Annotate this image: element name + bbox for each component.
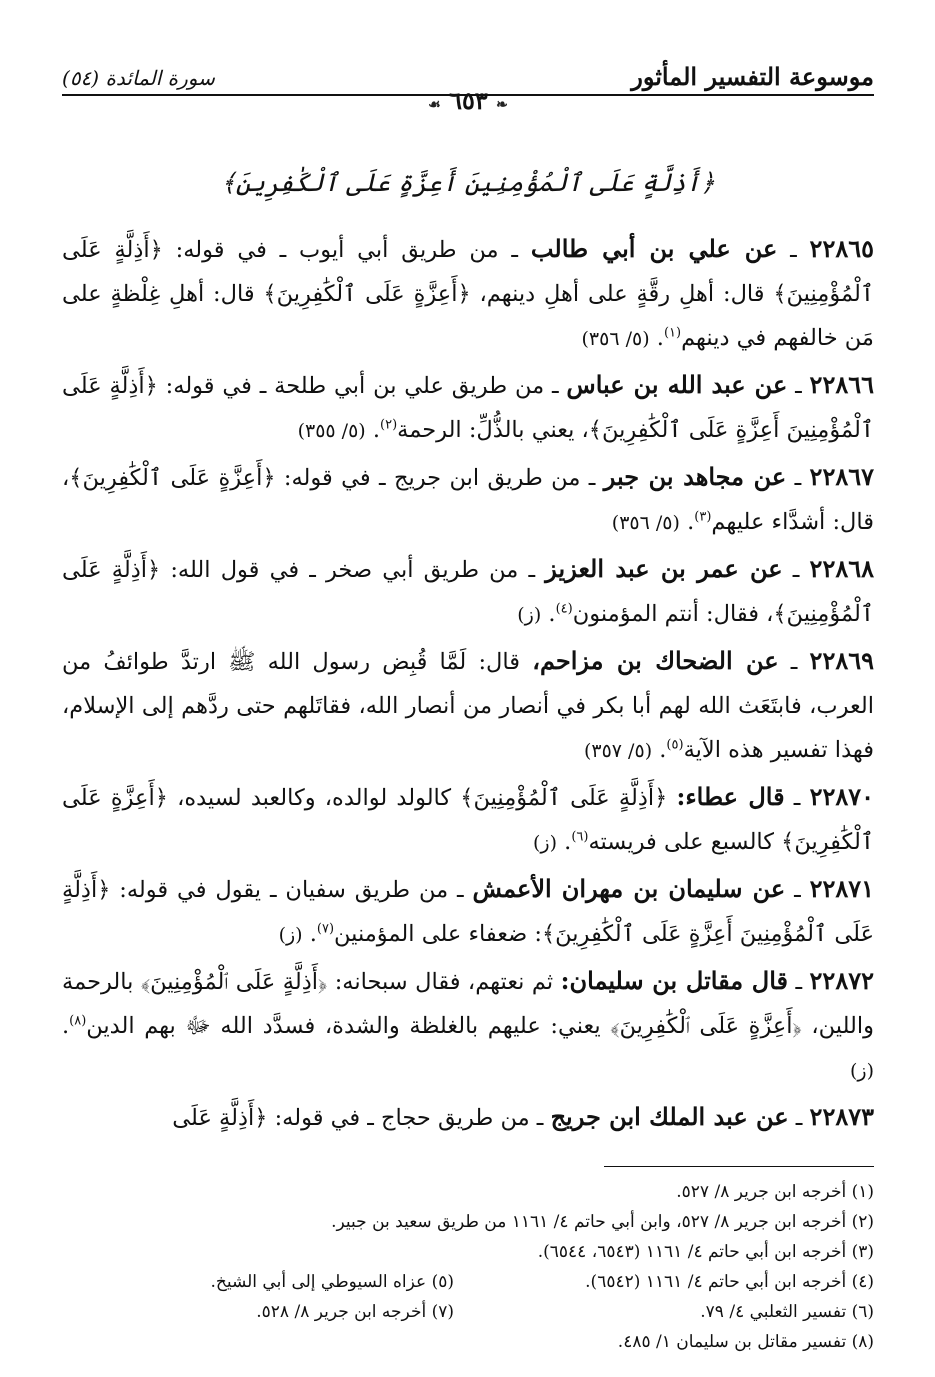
entry-narrator: عن سليمان بن مهران الأعمش [472, 874, 786, 903]
footnote: (٢) أخرجه ابن جرير ٨/ ٥٢٧، وابن أبي حاتم ٤/ ١١٦١ من طريق سعيد بن جبير. [331, 1212, 874, 1232]
footnote-marker: (٣) [694, 509, 712, 525]
footnote-marker: (٨) [69, 1013, 87, 1029]
entry: ٢٢٨٦٧ ـ عن مجاهد بن جبر ـ من طريق ابن جريج ـ في قوله: ﴿أَعِزَّةٍ عَلَى ٱلْكَٰفِرِينَ﴾، قال: أشدَّاء عليهم$^{(٣)}$. (٥/ ٣٥٦) [62, 462, 874, 535]
footnote-marker: (٦) [571, 829, 589, 845]
entry-reference: (ز) [517, 604, 542, 626]
entry-text: ـ من طريق سفيان ـ يقول في قوله: ﴿أَذِلَّةٍ عَلَى ٱلْمُؤْمِنِينَ أَعِزَّةٍ عَلَى ٱلْكَٰفِرِينَ﴾: ضعفاء على المؤمنين [62, 877, 874, 947]
entry: ٢٢٨٦٥ ـ عن علي بن أبي طالب ـ من طريق أبي أيوب ـ في قوله: ﴿أَذِلَّةٍ عَلَى ٱلْمُؤْمِنِينَ﴾ قال: أهلِ رقَّةٍ على أهلِ دينهم، ﴿أَعِزَّةٍ عَلَى ٱلْكَٰفِرِينَ﴾ قال: أهلِ غِلْظةٍ على مَن خالفهم في دينهم$^{(١)}$. (٥/ ٣٥٦) [62, 234, 874, 351]
footnote-row [62, 1297, 874, 1327]
entry-text: ـ من طريق حجاج ـ في قوله: ﴿أَذِلَّةٍ عَلَى [172, 1105, 544, 1131]
entry: ٢٢٨٧٣ ـ عن عبد الملك ابن جريج ـ من طريق حجاج ـ في قوله: ﴿أَذِلَّةٍ عَلَى [172, 1102, 874, 1131]
entry-text: ﴿أَذِلَّةٍ عَلَى ٱلْمُؤْمِنِينَ﴾ كالولد لوالده، وكالعبد لسيده، ﴿أَعِزَّةٍ عَلَى ٱلْكَٰفِرِينَ﴾ كالسبع على فريسته [62, 785, 874, 855]
entry-number: ٢٢٨٦٧ [809, 462, 874, 491]
entry-number: ٢٢٨٧٠ [809, 782, 875, 811]
entry-reference: (٥/ ٣٥٥) [297, 420, 366, 442]
footnote: (١) أخرجه ابن جرير ٨/ ٥٢٧. [676, 1182, 874, 1202]
entry-text: ثم نعتهم، فقال سبحانه: ﴿أَذِلَّةٍ عَلَى ٱلْمُؤْمِنِينَ﴾ بالرحمة واللين، ﴿أَعِزَّةٍ عَلَى ٱلْكَٰفِرِينَ﴾ يعني: عليهم بالغلظة والشدة، فسدَّد الله ﷻ بهم الدين [62, 969, 874, 1039]
entries-list [62, 227, 874, 1140]
surah-name: سورة المائدة (٥٤) [62, 66, 215, 90]
entry-narrator: عن علي بن أبي طالب [530, 234, 778, 263]
footnote-marker: (٤) [555, 601, 573, 617]
entry-reference: (ز) [278, 924, 303, 946]
page-number: ٦٥٣ [449, 86, 488, 115]
entry-reference: (٥/ ٣٥٦) [611, 512, 680, 534]
entry-narrator: قال عطاء: [676, 782, 785, 811]
entry-reference: (ز) [532, 832, 557, 854]
entry-narrator: عن الضحاك بن مزاحم، [532, 646, 779, 675]
entry: ٢٢٨٧١ ـ عن سليمان بن مهران الأعمش ـ من طريق سفيان ـ يقول في قوله: ﴿أَذِلَّةٍ عَلَى ٱلْمُؤْمِنِينَ أَعِزَّةٍ عَلَى ٱلْكَٰفِرِينَ﴾: ضعفاء على المؤمنين$^{(٧)}$. (ز) [62, 874, 875, 947]
entry-number: ٢٢٨٦٩ [809, 646, 874, 675]
entry-text: ـ من طريق أبي أيوب ـ في قوله: ﴿أَذِلَّةٍ عَلَى ٱلْمُؤْمِنِينَ﴾ قال: أهلِ رقَّةٍ على أهلِ دينهم، ﴿أَعِزَّةٍ عَلَى ٱلْكَٰفِرِينَ﴾ قال: أهلِ غِلْظةٍ على مَن خالفهم في دينهم [62, 237, 874, 351]
entry-number: ٢٢٨٦٨ [809, 554, 874, 583]
entry-number: ٢٢٨٧٢ [809, 966, 874, 995]
entry-narrator: عن مجاهد بن جبر [603, 462, 787, 491]
entry-text: ـ من طريق أبي صخر ـ في قول الله: ﴿أَذِلَّةٍ عَلَى ٱلْمُؤْمِنِينَ﴾، فقال: أنتم المؤمنون [62, 557, 874, 627]
entry-number: ٢٢٨٦٥ [809, 234, 874, 263]
footnote: (٦) تفسير الثعلبي ٤/ ٧٩. [700, 1302, 874, 1322]
footnote-marker: (١) [663, 325, 682, 341]
footnote-marker: (٧) [316, 921, 335, 937]
entry: ٢٢٨٦٦ ـ عن عبد الله بن عباس ـ من طريق علي بن أبي طلحة ـ في قوله: ﴿أَذِلَّةٍ عَلَى ٱلْمُؤْمِنِينَ أَعِزَّةٍ عَلَى ٱلْكَٰفِرِينَ﴾، يعني بالذُّلِّ: الرحمة$^{(٢)}$. (٥/ ٣٥٥) [62, 370, 874, 443]
footnote-marker: (٥) [666, 737, 684, 753]
page-number-block [428, 86, 508, 115]
entry-narrator: عن عبد الله بن عباس [566, 370, 788, 399]
entry-number: ٢٢٨٦٦ [809, 370, 874, 399]
ornament-icon: ❧ [496, 97, 508, 113]
entry-number: ٢٢٨٧٣ [809, 1102, 874, 1131]
footnote: (٣) أخرجه ابن أبي حاتم ٤/ ١١٦١ (٦٥٤٣، ٦٥٤٤). [537, 1242, 874, 1262]
entry-narrator: عن عمر بن عبد العزيز [545, 554, 783, 583]
entry-reference: (٥/ ٣٥٧) [583, 740, 653, 762]
entry-reference: (٥/ ٣٥٦) [581, 328, 650, 350]
entry: ٢٢٨٦٩ ـ عن الضحاك بن مزاحم، قال: لَمَّا قُبِض رسول الله ﷺ ارتدَّ طوائفُ من العرب، فابتَعَث الله لهم أبا بكر في أنصار من أنصار الله، فقاتَلهم حتى ردَّهم إلى الإسلام، فهذا تفسير هذه الآية$^{(٥)}$. (٥/ ٣٥٧) [62, 646, 874, 763]
footnote-separator [604, 1166, 874, 1167]
page-header [62, 52, 874, 115]
footnote: (٤) أخرجه ابن أبي حاتم ٤/ ١١٦١ (٦٥٤٢). [585, 1272, 874, 1292]
entry: ٢٢٨٦٨ ـ عن عمر بن عبد العزيز ـ من طريق أبي صخر ـ في قول الله: ﴿أَذِلَّةٍ عَلَى ٱلْمُؤْمِنِينَ﴾، فقال: أنتم المؤمنون$^{(٤)}$. (ز) [62, 554, 874, 627]
entry: ٢٢٨٧٠ ـ قال عطاء: ﴿أَذِلَّةٍ عَلَى ٱلْمُؤْمِنِينَ﴾ كالولد لوالده، وكالعبد لسيده، ﴿أَعِزَّةٍ عَلَى ٱلْكَٰفِرِينَ﴾ كالسبع على فريسته$^{(٦)}$. (ز) [62, 782, 875, 855]
entry-number: ٢٢٨٧١ [809, 874, 875, 903]
header-rule [62, 94, 874, 96]
entry-narrator: قال مقاتل بن سليمان: [560, 966, 788, 995]
footnote: (٧) أخرجه ابن جرير ٨/ ٥٢٨. [256, 1302, 454, 1322]
footnote: (٥) عزاه السيوطي إلى أبي الشيخ. [210, 1272, 454, 1292]
section-title: ﴿أَذِلَّةٍ عَلَى ٱلْمُؤْمِنِينَ أَعِزَّةٍ عَلَى ٱلْكَٰفِرِينَ﴾ [221, 168, 715, 197]
ornament-icon: ☙ [428, 97, 441, 113]
book-title: موسوعة التفسير المأثور [631, 62, 874, 91]
entry: ٢٢٨٧٢ ـ قال مقاتل بن سليمان: ثم نعتهم، فقال سبحانه: ﴿أَذِلَّةٍ عَلَى ٱلْمُؤْمِنِينَ﴾ بالرحمة واللين، ﴿أَعِزَّةٍ عَلَى ٱلْكَٰفِرِينَ﴾ يعني: عليهم بالغلظة والشدة، فسدَّد الله ﷻ بهم الدين$^{(٨)}$. (ز) [62, 966, 874, 1082]
entry-narrator: عن عبد الملك ابن جريج [550, 1102, 789, 1131]
document-page [62, 52, 874, 1352]
footnote-marker: (٢) [380, 417, 398, 433]
footnote: (٨) تفسير مقاتل بن سليمان ١/ ٤٨٥. [617, 1332, 874, 1352]
footnote-row [62, 1267, 874, 1297]
entry-text: قال: لَمَّا قُبِض رسول الله ﷺ ارتدَّ طوائفُ من العرب، فابتَعَث الله لهم أبا بكر في أنصار من أنصار الله، فقاتَلهم حتى ردَّهم إلى الإسلام، فهذا تفسير هذه الآية [62, 649, 874, 763]
footnotes [62, 1177, 874, 1357]
entry-text: ـ من طريق ابن جريج ـ في قوله: ﴿أَعِزَّةٍ عَلَى ٱلْكَٰفِرِينَ﴾، قال: أشدَّاء عليهم [62, 465, 874, 535]
entry-reference: (ز) [849, 1060, 874, 1082]
entry-text: ـ من طريق علي بن أبي طلحة ـ في قوله: ﴿أَذِلَّةٍ عَلَى ٱلْمُؤْمِنِينَ أَعِزَّةٍ عَلَى ٱلْكَٰفِرِينَ﴾، يعني بالذُّلِّ: الرحمة [62, 373, 874, 443]
